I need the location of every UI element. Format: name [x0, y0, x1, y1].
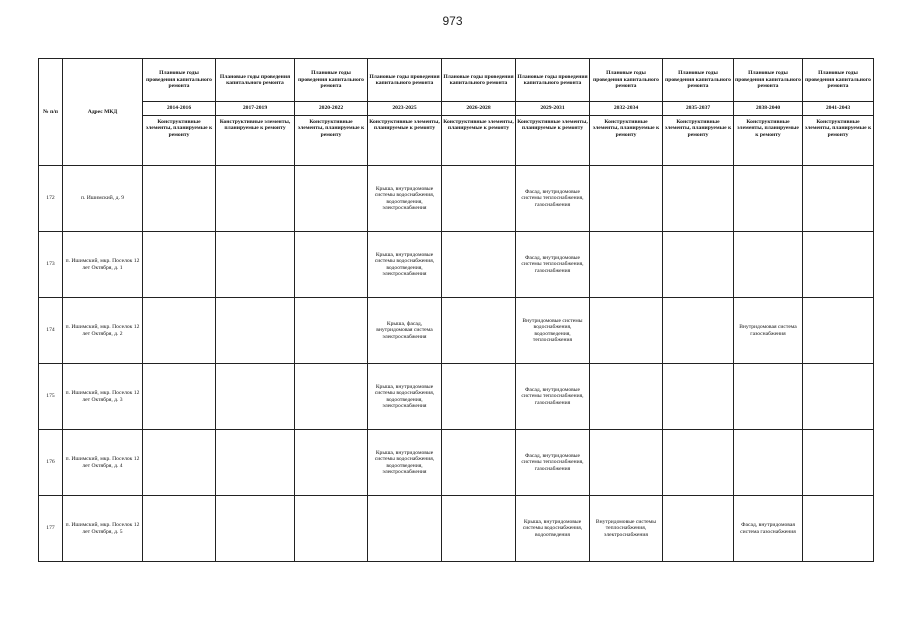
table-cell [143, 166, 216, 232]
table-cell [143, 364, 216, 430]
page-number: 973 [442, 14, 463, 28]
plan-years-header: Плановые годы проведения капитального ремонта [216, 59, 295, 102]
table-header [39, 59, 874, 166]
period-header: 2032-2034 [590, 102, 663, 116]
row-number: 172 [39, 166, 63, 232]
table-cell: Крыша, внутридомовые системы водоснабжения, водоотведения, электроснабжения [368, 364, 442, 430]
table-cell: Фасад, внутридомовая система газоснабжения [734, 496, 803, 562]
table-row [39, 364, 874, 430]
num-header: № п/п [39, 59, 63, 166]
table-cell [143, 298, 216, 364]
table-cell [216, 166, 295, 232]
row-address: п. Ишимский, д. 9 [63, 166, 143, 232]
table-cell [295, 232, 368, 298]
table-cell [803, 430, 874, 496]
table-cell [295, 298, 368, 364]
period-header: 2023-2025 [368, 102, 442, 116]
table-cell [590, 430, 663, 496]
table-cell [803, 232, 874, 298]
row-number: 174 [39, 298, 63, 364]
row-address: п. Ишимский, мкр. Поселок 12 лет Октября, д. 1 [63, 232, 143, 298]
table-cell [590, 364, 663, 430]
table-cell: Крыша, фасад, внутридомовая система электроснабжения [368, 298, 442, 364]
row-address: п. Ишимский, мкр. Поселок 12 лет Октября, д. 4 [63, 430, 143, 496]
table-cell [590, 166, 663, 232]
table-cell [734, 232, 803, 298]
table-cell: Фасад, внутридомовые системы теплоснабжения, газоснабжения [516, 232, 590, 298]
table-cell [442, 430, 516, 496]
period-header: 2026-2028 [442, 102, 516, 116]
table-row [39, 298, 874, 364]
elements-header: Конструктивные элементы, планируемые к ремонту [803, 116, 874, 166]
table-cell [216, 496, 295, 562]
plan-years-header: Плановые годы проведения капитального ремонта [516, 59, 590, 102]
table-body [39, 166, 874, 562]
table-cell: Внутридомовые системы водоснабжения, водоотведения, теплоснабжения [516, 298, 590, 364]
table-cell [590, 232, 663, 298]
table-cell [295, 364, 368, 430]
table-cell [663, 298, 734, 364]
table-row [39, 430, 874, 496]
table-cell [368, 496, 442, 562]
table-cell [663, 364, 734, 430]
table-row [39, 232, 874, 298]
table-cell [442, 364, 516, 430]
table-cell [734, 364, 803, 430]
period-header: 2020-2022 [295, 102, 368, 116]
elements-header: Конструктивные элементы, планируемые к ремонту [216, 116, 295, 166]
row-address: п. Ишимский, мкр. Поселок 12 лет Октября, д. 3 [63, 364, 143, 430]
period-header: 2035-2037 [663, 102, 734, 116]
row-number: 177 [39, 496, 63, 562]
table-cell [216, 430, 295, 496]
table-cell: Крыша, внутридомовые системы водоснабжения, водоотведения, электроснабжения [368, 166, 442, 232]
table-cell [216, 232, 295, 298]
table-cell [734, 166, 803, 232]
table-cell [216, 364, 295, 430]
table-cell [803, 496, 874, 562]
elements-header: Конструктивные элементы, планируемые к ремонту [663, 116, 734, 166]
plan-years-header: Плановые годы проведения капитального ремонта [368, 59, 442, 102]
table-row [39, 166, 874, 232]
plan-years-header: Плановые годы проведения капитального ремонта [590, 59, 663, 102]
table-cell [803, 364, 874, 430]
elements-header: Конструктивные элементы, планируемые к ремонту [295, 116, 368, 166]
table-cell [590, 298, 663, 364]
table-cell [663, 430, 734, 496]
row-number: 175 [39, 364, 63, 430]
plan-years-header: Плановые годы проведения капитального ремонта [442, 59, 516, 102]
elements-header: Конструктивные элементы, планируемые к ремонту [516, 116, 590, 166]
plan-years-header: Плановые годы проведения капитального ремонта [663, 59, 734, 102]
table-cell: Крыша, внутридомовые системы водоснабжения, водоотведения, электроснабжения [368, 232, 442, 298]
table-cell: Крыша, внутридомовые системы водоснабжения, водоотведения, электроснабжения [368, 430, 442, 496]
period-header: 2041-2043 [803, 102, 874, 116]
table-cell [295, 430, 368, 496]
elements-header: Конструктивные элементы, планируемые к ремонту [590, 116, 663, 166]
table-cell: Внутридомовые системы теплоснабжения, электроснабжения [590, 496, 663, 562]
elements-header: Конструктивные элементы, планируемые к ремонту [442, 116, 516, 166]
table-cell [803, 166, 874, 232]
table-cell [143, 232, 216, 298]
table-cell: Фасад, внутридомовые системы теплоснабжения, газоснабжения [516, 430, 590, 496]
table-cell [295, 166, 368, 232]
table-cell [803, 298, 874, 364]
table-cell: Внутридомовая система газоснабжения [734, 298, 803, 364]
elements-header: Конструктивные элементы, планируемые к ремонту [143, 116, 216, 166]
period-header: 2038-2040 [734, 102, 803, 116]
table-cell [442, 166, 516, 232]
table-cell [663, 166, 734, 232]
table-cell: Фасад, внутридомовые системы теплоснабжения, газоснабжения [516, 166, 590, 232]
table-cell: Крыша, внутридомовые системы водоснабжения, водоотведения [516, 496, 590, 562]
table-cell [442, 298, 516, 364]
table-cell [442, 496, 516, 562]
plan-years-header: Плановые годы проведения капитального ремонта [803, 59, 874, 102]
row-number: 176 [39, 430, 63, 496]
table-cell [442, 232, 516, 298]
period-header: 2017-2019 [216, 102, 295, 116]
table-row [39, 496, 874, 562]
table-cell [663, 496, 734, 562]
table-cell [663, 232, 734, 298]
table-cell [216, 298, 295, 364]
table-cell [295, 496, 368, 562]
elements-header: Конструктивные элементы, планируемые к ремонту [368, 116, 442, 166]
table-cell [734, 430, 803, 496]
row-address: п. Ишимский, мкр. Поселок 12 лет Октября, д. 2 [63, 298, 143, 364]
period-header: 2029-2031 [516, 102, 590, 116]
capital-repair-table [38, 58, 874, 562]
table-cell: Фасад, внутридомовые системы теплоснабжения, газоснабжения [516, 364, 590, 430]
elements-header: Конструктивные элементы, планируемые к ремонту [734, 116, 803, 166]
address-header: Адрес МКД [63, 59, 143, 166]
row-number: 173 [39, 232, 63, 298]
plan-years-header: Плановые годы проведения капитального ремонта [734, 59, 803, 102]
plan-years-header: Плановые годы проведения капитального ремонта [295, 59, 368, 102]
row-address: п. Ишимский, мкр. Поселок 12 лет Октября, д. 5 [63, 496, 143, 562]
table-cell [143, 496, 216, 562]
table-cell [143, 430, 216, 496]
plan-years-header: Плановые годы проведения капитального ремонта [143, 59, 216, 102]
period-header: 2014-2016 [143, 102, 216, 116]
